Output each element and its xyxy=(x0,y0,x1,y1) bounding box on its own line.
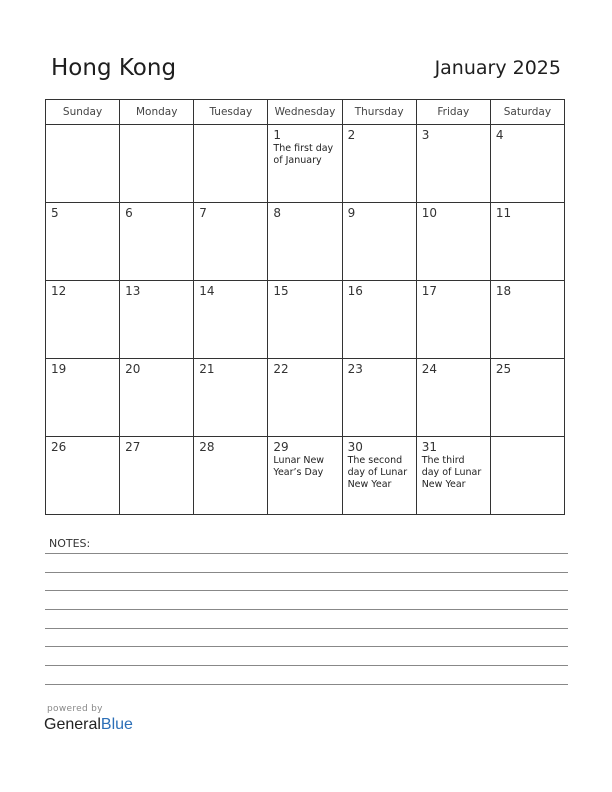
day-number: 18 xyxy=(495,284,512,298)
day-number: 13 xyxy=(125,284,141,298)
day-cell xyxy=(120,359,194,437)
day-number: 12 xyxy=(51,284,67,298)
day-cell xyxy=(120,203,194,281)
day-cell xyxy=(342,281,416,359)
day-cell xyxy=(194,125,268,203)
day-number: 5 xyxy=(51,206,59,220)
day-cell xyxy=(490,125,564,203)
day-cell xyxy=(490,359,564,437)
day-cell xyxy=(194,281,268,359)
day-event: The third day of Lunar New Year xyxy=(421,455,482,490)
weekday-tuesday: Tuesday xyxy=(194,100,268,125)
day-number: 25 xyxy=(495,362,512,376)
day-number: 2 xyxy=(347,128,356,142)
day-cell xyxy=(46,437,120,515)
day-event: The first day of January xyxy=(273,143,334,166)
day-number: 4 xyxy=(495,128,504,142)
day-number: 15 xyxy=(273,284,289,298)
day-cell xyxy=(194,203,268,281)
day-number: 26 xyxy=(51,440,67,454)
note-line xyxy=(45,646,568,647)
note-line xyxy=(45,572,568,573)
weekday-thursday: Thursday xyxy=(342,100,416,125)
day-cell xyxy=(342,359,416,437)
day-cell xyxy=(416,359,490,437)
week-row xyxy=(46,437,565,515)
day-number: 23 xyxy=(347,362,363,376)
day-number: 28 xyxy=(199,440,215,454)
day-cell xyxy=(490,203,564,281)
day-cell xyxy=(416,437,490,515)
brand-blue: Blue xyxy=(100,716,133,733)
week-row xyxy=(46,125,565,203)
day-number: 14 xyxy=(199,284,215,298)
day-cell xyxy=(490,437,564,515)
day-number: 22 xyxy=(273,362,289,376)
location-title: Hong Kong xyxy=(51,55,177,81)
day-cell xyxy=(268,203,342,281)
day-cell xyxy=(120,125,194,203)
day-number: 6 xyxy=(125,206,133,220)
day-number: 30 xyxy=(347,440,363,454)
note-line xyxy=(45,609,568,610)
weekday-header-row xyxy=(46,100,565,125)
day-event: Lunar New Year’s Day xyxy=(273,455,325,478)
day-number: 8 xyxy=(273,206,282,220)
day-cell xyxy=(342,125,416,203)
week-row xyxy=(46,281,565,359)
day-cell xyxy=(490,281,564,359)
day-cell xyxy=(120,281,194,359)
day-number: 17 xyxy=(421,284,437,298)
day-number: 9 xyxy=(347,206,356,220)
generalblue-logo xyxy=(44,716,133,734)
day-cell xyxy=(194,359,268,437)
day-number: 11 xyxy=(495,206,512,220)
day-number: 29 xyxy=(273,440,289,454)
day-cell xyxy=(416,125,490,203)
note-line xyxy=(45,628,568,629)
note-line xyxy=(45,590,568,591)
day-cell xyxy=(342,203,416,281)
powered-by-text: powered by xyxy=(47,704,103,714)
weekday-friday: Friday xyxy=(416,100,490,125)
notes-label: NOTES: xyxy=(49,537,91,550)
calendar-grid xyxy=(45,99,565,515)
day-number: 10 xyxy=(421,206,437,220)
weekday-monday: Monday xyxy=(120,100,194,125)
weekday-sunday: Sunday xyxy=(46,100,120,125)
day-number: 31 xyxy=(421,440,437,454)
day-event: The second day of Lunar New Year xyxy=(347,455,408,490)
day-number: 16 xyxy=(347,284,363,298)
weekday-saturday: Saturday xyxy=(490,100,564,125)
day-cell xyxy=(46,359,120,437)
note-line xyxy=(45,665,568,666)
day-cell xyxy=(194,437,268,515)
day-cell xyxy=(46,203,120,281)
week-row xyxy=(46,359,565,437)
day-number: 21 xyxy=(199,362,215,376)
day-cell xyxy=(46,281,120,359)
brand-general: General xyxy=(44,716,101,733)
day-cell xyxy=(268,359,342,437)
day-cell xyxy=(268,281,342,359)
day-number: 20 xyxy=(125,362,141,376)
day-cell xyxy=(46,125,120,203)
day-cell xyxy=(120,437,194,515)
day-number: 7 xyxy=(199,206,207,220)
day-number: 3 xyxy=(421,128,430,142)
day-cell xyxy=(416,203,490,281)
day-cell xyxy=(342,437,416,515)
note-line xyxy=(45,553,568,554)
week-row xyxy=(46,203,565,281)
day-cell xyxy=(268,125,342,203)
day-number: 1 xyxy=(273,128,282,142)
month-year-title: January 2025 xyxy=(434,57,561,79)
weekday-wednesday: Wednesday xyxy=(268,100,342,125)
day-cell xyxy=(416,281,490,359)
note-line xyxy=(45,684,568,685)
day-cell xyxy=(268,437,342,515)
day-number: 24 xyxy=(421,362,437,376)
day-number: 27 xyxy=(125,440,141,454)
day-number: 19 xyxy=(51,362,67,376)
